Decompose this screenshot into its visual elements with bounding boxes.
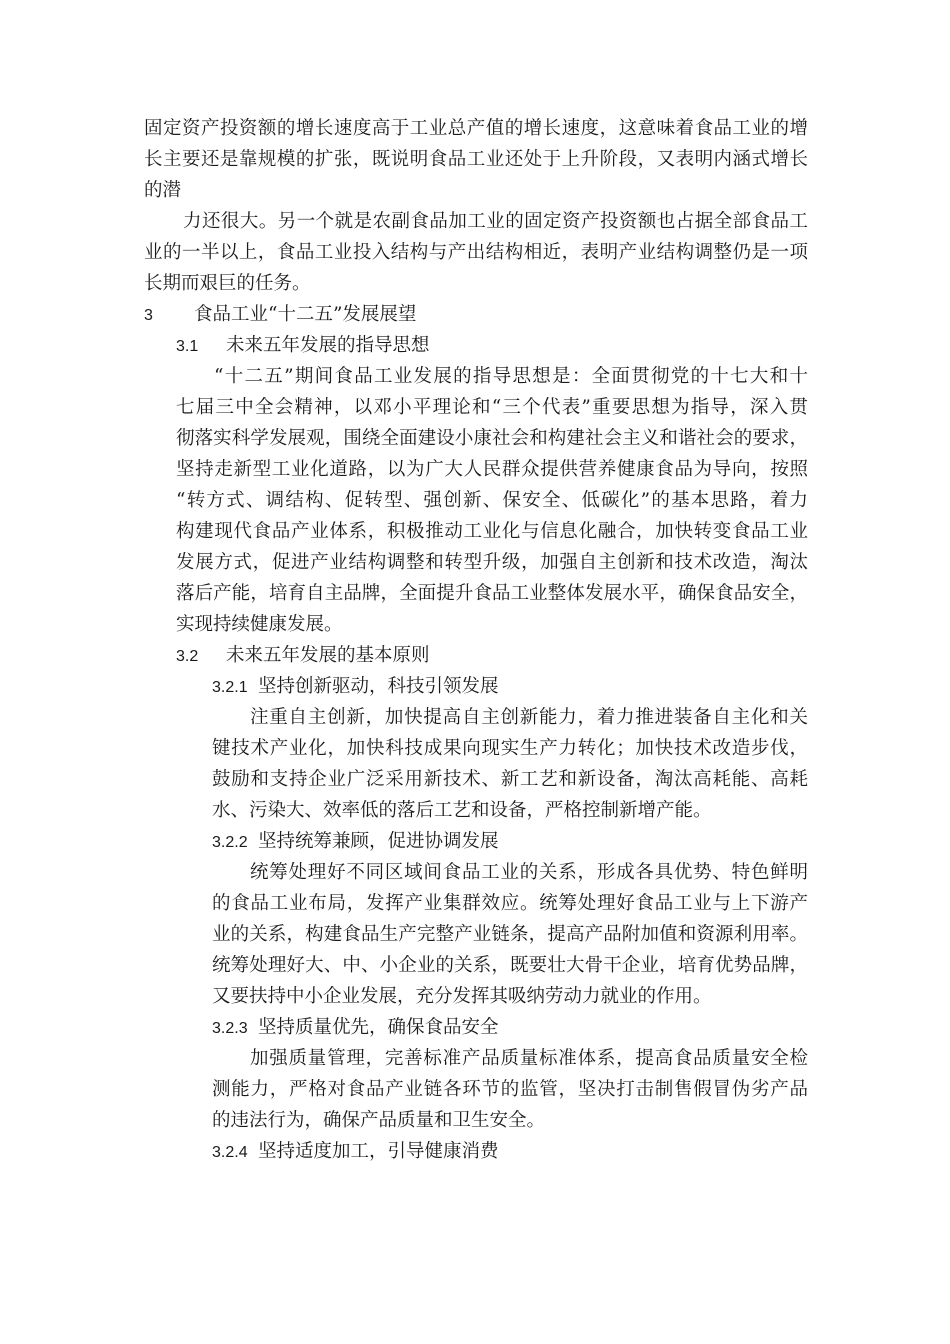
section-title: 坚持适度加工，引导健康消费 [258,1141,499,1162]
section-number: 3.2.4 [212,1144,248,1161]
section-number: 3 [144,307,153,324]
section-heading-3-2 [176,644,430,669]
section-title: 坚持统筹兼顾，促进协调发展 [258,831,499,852]
paragraph-line: 构建现代食品产业体系，积极推动工业化与信息化融合，加快转变食品工业 [176,521,808,542]
paragraph-line: 又要扶持中小企业发展，充分发挥其吸纳劳动力就业的作用。 [212,986,712,1007]
section-heading-3-2-1 [212,675,499,700]
section-title: 未来五年发展的基本原则 [226,645,430,666]
paragraph-line: 统筹处理好不同区域间食品工业的关系，形成各具优势、特色鲜明 [250,862,808,883]
paragraph-line: 落后产能，培育自主品牌，全面提升食品工业整体发展水平，确保食品安全， [176,583,808,604]
section-number: 3.1 [176,338,199,355]
section-number: 3.2.2 [212,834,248,851]
paragraph-line: 统筹处理好大、中、小企业的关系，既要壮大骨干企业，培育优势品牌， [212,955,808,976]
section-heading-3-2-3 [212,1016,499,1041]
paragraph-line: 固定资产投资额的增长速度高于工业总产值的增长速度，这意味着食品工业的增 [144,118,808,139]
section-heading-3-2-4 [212,1140,499,1165]
paragraph-line: 力还很大。另一个就是农副食品加工业的固定资产投资额也占据全部食品工 [183,211,808,232]
paragraph-line: 加强质量管理，完善标准产品质量标准体系，提高食品质量安全检 [250,1048,808,1069]
paragraph-line: 业的关系，构建食品生产完整产业链条，提高产品附加值和资源利用率。 [212,924,808,945]
paragraph-line: “十二五”期间食品工业发展的指导思想是：全面贯彻党的十七大和十 [214,366,808,387]
section-title: 未来五年发展的指导思想 [226,335,430,356]
paragraph-line: “转方式、调结构、促转型、强创新、保安全、低碳化”的基本思路，着力 [176,490,808,511]
paragraph-line: 的潜 [144,180,182,201]
paragraph-line: 发展方式，促进产业结构调整和转型升级，加强自主创新和技术改造，淘汰 [176,552,808,573]
section-title: 坚持质量优先，确保食品安全 [258,1017,499,1038]
section-heading-3-1 [176,334,430,359]
paragraph-line: 测能力，严格对食品产业链各环节的监管，坚决打击制售假冒伪劣产品 [212,1079,808,1100]
paragraph-line: 键技术产业化，加快科技成果向现实生产力转化；加快技术改造步伐， [212,738,808,759]
paragraph-line: 的食品工业布局，发挥产业集群效应。统筹处理好食品工业与上下游产 [212,893,808,914]
paragraph-line: 注重自主创新，加快提高自主创新能力，着力推进装备自主化和关 [250,707,808,728]
section-title: 坚持创新驱动，科技引领发展 [258,676,499,697]
paragraph-line: 业的一半以上，食品工业投入结构与产出结构相近，表明产业结构调整仍是一项 [144,242,808,263]
paragraph-line: 的违法行为，确保产品质量和卫生安全。 [212,1110,546,1131]
section-number: 3.2 [176,648,199,665]
paragraph-line: 彻落实科学发展观，围绕全面建设小康社会和构建社会主义和谐社会的要求， [176,428,808,449]
paragraph-line: 七届三中全会精神，以邓小平理论和“三个代表”重要思想为指导，深入贯 [176,397,808,418]
paragraph-line: 长主要还是靠规模的扩张，既说明食品工业还处于上升阶段，又表明内涵式增长 [144,149,808,170]
paragraph-line: 坚持走新型工业化道路，以为广大人民群众提供营养健康食品为导向，按照 [176,459,808,480]
section-title: 食品工业“十二五”发展展望 [194,304,417,325]
section-heading-3 [144,303,416,328]
paragraph-line: 长期而艰巨的任务。 [144,273,311,294]
section-heading-3-2-2 [212,830,499,855]
section-number: 3.2.3 [212,1020,248,1037]
paragraph-line: 水、污染大、效率低的落后工艺和设备，严格控制新增产能。 [212,800,712,821]
paragraph-line: 鼓励和支持企业广泛采用新技术、新工艺和新设备，淘汰高耗能、高耗 [212,769,808,790]
section-number: 3.2.1 [212,679,248,696]
paragraph-line: 实现持续健康发展。 [176,614,343,635]
